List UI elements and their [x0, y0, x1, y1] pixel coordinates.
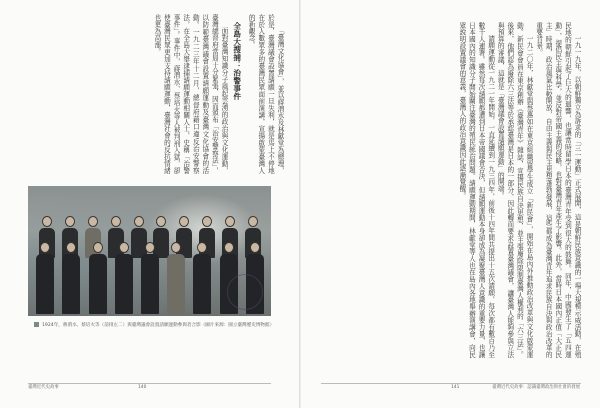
- left-page-text-block: [22, 14, 284, 174]
- left-footer-title: 臺灣近代史故事: [28, 385, 59, 390]
- historical-group-photo: [28, 186, 271, 316]
- right-footer-title: 臺灣近代史故事：認識臺灣政治與社會的發展: [492, 385, 580, 390]
- right-paragraph: 請願運動從一九二一年開始，一直延續到一九三四年，前後十四年間共提出十五次請願，每次都有數百乃至數千人連署。雖然每次請願都遭到日本帝國議會否決，但請願運動本身卻成為凝聚臺灣人意識的重要力量，也讓日本國內的知識分子開始關注臺灣的殖民統治問題。請願運動期間，林獻堂等人也在島內各地舉辦演講會，向民眾說明設置議會的意義，臺灣人的政治意識因此逐漸覺醒。: [457, 22, 495, 358]
- person-figure: [62, 242, 80, 314]
- right-page: [301, 0, 600, 408]
- photo-caption: [34, 322, 284, 328]
- right-page-number: 141: [451, 385, 460, 390]
- right-paragraph: 一九二〇年，林獻堂與蔡惠如在東京組織留學生成立「新民會」，開始在島內外推動政治改革與文化啟蒙運動。新民會會員在東京創辦《臺灣青年》雜誌，宣揚民族自決思想，並主張廢除限制臺灣人權利的「六三法」。後來，他們認為廢除六三法等於承認臺灣是日本的一部分，因此轉而要求設置臺灣議會，讓臺灣人能夠參與立法與預算的審議，這就是「臺灣議會設置請願運動」的開端。: [496, 22, 534, 358]
- left-page: [0, 0, 299, 408]
- photo-stamp-mark: [227, 274, 263, 310]
- caption-square-icon: [34, 322, 39, 327]
- left-paragraph-intro: 「臺灣文化協會」，並以蔣渭水及林獻堂為總理，於是，臺灣議會設置請願一旦失利，就是馬上不停地在於人數眾多的臺灣民眾面前演講，宣揚啟蒙臺灣人的新觀念。: [247, 14, 284, 174]
- footer-rule: [28, 383, 271, 384]
- person-figure: [36, 242, 54, 314]
- photo-caption-text: 1924年，蔣渭水、蔡培火等（前排左二）與臺灣議會設置請願運動參與者合影（圖片來源：國立臺灣歷史博物館）: [42, 323, 275, 328]
- person-figure: [141, 242, 159, 314]
- person-figure: [89, 242, 107, 314]
- person-figure: [167, 242, 185, 314]
- right-page-text-block: [321, 22, 581, 358]
- section-heading: 全島大搜捕：治警事件: [232, 22, 242, 100]
- left-paragraph-body: 面對臺灣知識分子風起雲湧的政治與文化運動，臺灣總督府當局十分緊張，因而頒布「治安警察法」，以防範臺灣議會設置請願運動及臺灣文化協會的活動。一九二三年十二月，總督府藉口違反治安警察法，在全島大舉逮捕請願運動相關人士，史稱「治警事件」。事件中，蔣渭水、蔡培火等人被判刑入獄，卻使臺灣民眾更加支持請願運動，臺灣社會的反抗情緒也更為高漲。: [152, 14, 229, 174]
- person-figure: [193, 242, 211, 314]
- right-paragraph: 一九一九年，以朝鮮獨立為訴求的「三一運動」正式展開，這是朝鮮民族意識的一場大規模示威活動，在殖民地的朝鮮引起了巨大的迴響，也讓當時留學日本的臺灣青年受到很大的鼓舞。同年，中國發生了「五四運動」，提倡民主與科學，並反對帝國主義的侵略，也對臺灣青年產生了影響。此外，當時日本國內正值「大正民主」時期，政治風氣比較開放，自由主義與民主思想蓬勃發展，這些都成為臺灣青年追求民族自決與政治改革的重要背景。: [534, 22, 581, 358]
- person-figure: [115, 242, 133, 314]
- left-page-number: 140: [138, 385, 147, 390]
